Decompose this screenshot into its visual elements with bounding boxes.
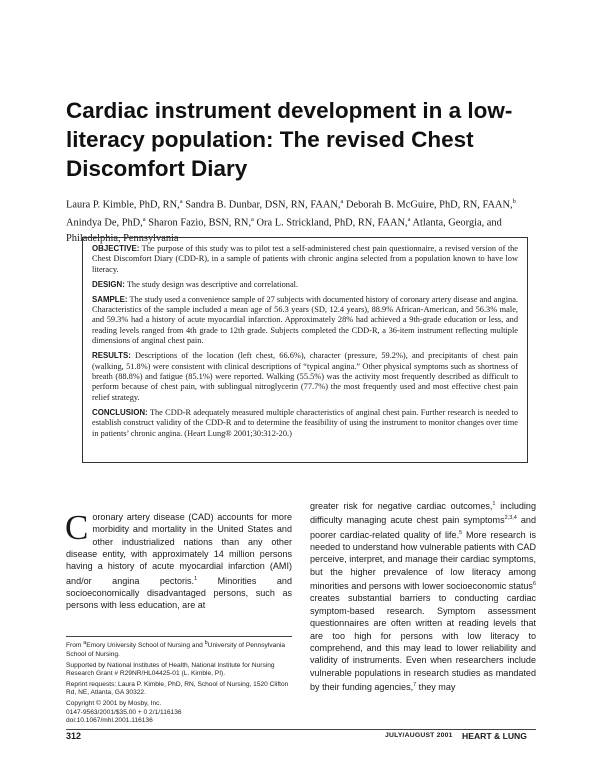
doi-note[interactable]: doi:10.1067/mhl.2001.116136: [66, 717, 153, 725]
author-name: Sharon Fazio, BSN, RN,: [148, 217, 252, 229]
citation-ref[interactable]: 7: [413, 681, 417, 688]
abstract-heading: SAMPLE:: [92, 294, 128, 304]
author-name: Anindya De, PhD,: [66, 217, 143, 229]
author-name: Laura P. Kimble, PhD, RN,: [66, 199, 180, 211]
funding-note: Supported by National Institutes of Health, National Institute for Nursing Research Grant # R29NR/HL04425-01 (L. Kimble, PI).: [66, 661, 275, 677]
body-text: Minorities and socioeconomically disadvantaged persons, such as persons with less education, are at: [66, 575, 292, 611]
citation-ref[interactable]: 1: [492, 501, 496, 507]
abstract-conclusion: [92, 408, 518, 439]
footer-divider: [66, 729, 536, 730]
citation-ref[interactable]: 2,3,4: [504, 515, 517, 522]
abstract-text: The purpose of this study was to pilot test a self-administered chest pain questionnaire, a revised version of the Chest Discomfort Diary (CDD-R), in a sample of patients with chronic angina selected from a population known to have low literacy.: [92, 244, 519, 274]
footnote-text: From: [66, 642, 84, 650]
article-title: Cardiac instrument development in a low-literacy population: The revised Chest Discomfort Diary: [66, 98, 513, 181]
author-name: Sandra B. Dunbar, DSN, RN, FAAN,: [185, 199, 341, 211]
body-text: greater risk for negative cardiac outcomes,: [310, 501, 493, 512]
affiliation-marker: a: [83, 640, 87, 646]
footnote-text: University of Pennsylvania School of Nursing.: [66, 642, 286, 658]
citation-ref[interactable]: 5: [459, 529, 463, 536]
affiliation-marker: b: [512, 198, 516, 205]
page-number: 312: [66, 731, 82, 741]
journal-name: HEART & LUNG: [462, 731, 527, 741]
abstract-sample: [92, 295, 518, 347]
footnotes: [66, 639, 296, 726]
abstract-text: The study used a convenience sample of 27 subjects with documented history of coronary artery disease and angina. Characteristics of the sample included a mean age of 56.3 years (SD, 12.4 years), 88.9% African-American, and 56.3% male, and 59.3% had a history of acute myocardial infarction. Approximately 28% had achieved a 9th-grade education or less, and reading levels ranged from 4th grade to 12th grade. Subjects completed the CDD-R, a 36-item instrument reflecting multiple dimensions of anginal chest pain.: [92, 294, 519, 346]
author-name: Deborah B. McGuire, PhD, RN, FAAN,: [345, 199, 513, 211]
author-location: Atlanta, Georgia, and Philadelphia, Pennsylvania: [66, 217, 502, 244]
abstract-design: [92, 280, 518, 290]
body-text: they may: [416, 681, 456, 692]
body-column-right: [310, 498, 536, 693]
citation-ref[interactable]: 1: [194, 575, 198, 582]
issue-date: JULY/AUGUST 2001: [385, 732, 453, 739]
drop-cap: C: [65, 508, 89, 547]
affiliation-marker: a: [179, 198, 183, 205]
body-text: and poorer cardiac-related quality of life.: [310, 515, 536, 540]
footnote-text: Emory University School of Nursing and: [86, 642, 205, 650]
body-column-left: [65, 508, 292, 612]
citation-ref[interactable]: 6: [532, 581, 536, 588]
affiliation-note: [66, 639, 296, 659]
abstract-text: Descriptions of the location (left chest, 66.6%), character (pressure, 59.2%), and precipitants of chest pain (walking, 51.8%) were consistent with clinical descriptions of “typical angina.” Other physical symptoms such as shortness of breath (88.8%) and fatigue (85.1%) were reported. Walking (55.5%) was the activity most frequently described as difficult to perform because of chest pain, with sublingual nitroglycerin (77.7%) the most frequently used and most effective chest pain relief strategy.: [92, 351, 518, 402]
abstract-text: The CDD-R adequately measured multiple characteristics of anginal chest pain. Further research is needed to establish construct validity of the CDD-R and to determine the feasibility of using the instrument to monitor changes over time in patients’ chronic angina. (Heart Lung® 2001;30:312-20.): [92, 407, 519, 438]
affiliation-marker: a: [340, 198, 344, 205]
abstract-heading: OBJECTIVE:: [92, 244, 140, 253]
abstract-objective: [92, 244, 518, 275]
abstract-heading: RESULTS:: [92, 351, 131, 361]
affiliation-marker: a: [142, 216, 146, 224]
issn-note: 0147-9563/2001/$35.00 + 0 2/1/116136: [66, 708, 182, 716]
abstract-box: [82, 237, 528, 463]
abstract-text: The study design was descriptive and correlational.: [126, 279, 299, 289]
body-text: More research is needed to understand how vulnerable patients with CAD perceive, interpret, and manage their cardiac symptoms, but the higher prevalence of low literacy among minorities and persons with lower socioeconomic status: [310, 529, 536, 592]
author-name: Ora L. Strickland, PhD, RN, FAAN,: [256, 217, 408, 229]
footnote-divider: [66, 636, 292, 637]
body-text: creates substantial barriers to conducting cardiac symptom-based research. Symptom assessment questionnaires are often written at reading levels that are too high for persons with low literacy to comprehend, and this may lead to lower reliability and validity of instruments. Even when researchers include vulnerable populations in research studies as mandated by their funding agencies,: [310, 593, 536, 692]
copyright-note: Copyright © 2001 by Mosby, Inc.: [66, 700, 162, 708]
reprint-note: Reprint requests: Laura P. Kimble, PhD, RN, School of Nursing, 1520 Clifton Rd, NE, Atlanta, GA 30322.: [66, 681, 289, 697]
affiliation-marker: a: [251, 216, 254, 224]
affiliation-marker: b: [204, 640, 208, 646]
body-text: oronary artery disease (CAD) accounts for more morbidity and mortality in the United States and other industrialized nations than any other disease entity, with approximately 14 million persons having a history of acute myocardial infarction (AMI) and/or angina pectoris.: [66, 512, 292, 586]
body-text: including difficulty managing acute chest pain symptoms: [310, 501, 536, 526]
abstract-results: [92, 351, 518, 403]
affiliation-marker: a: [407, 216, 411, 224]
abstract-heading: DESIGN:: [92, 279, 125, 289]
abstract-heading: CONCLUSION:: [92, 407, 148, 417]
